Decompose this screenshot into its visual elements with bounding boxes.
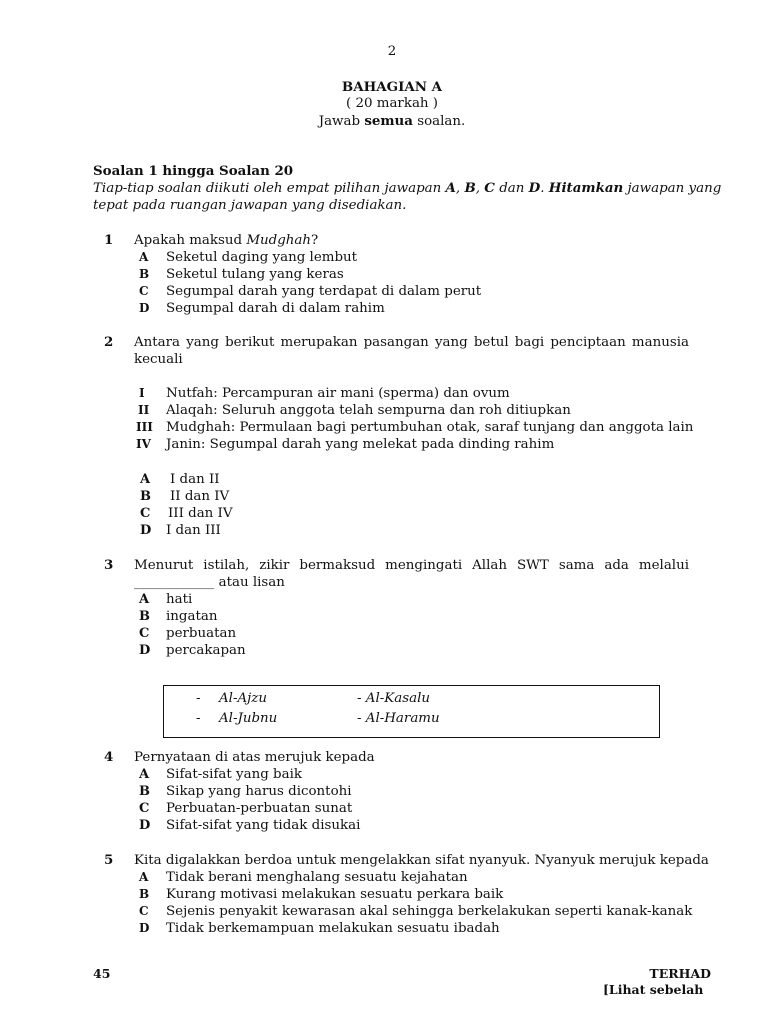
option-label: D xyxy=(139,818,151,833)
term-box xyxy=(163,685,660,738)
term-item: - Al-Haramu xyxy=(357,711,440,726)
section-instruction xyxy=(0,113,768,129)
option-label: A xyxy=(139,767,150,782)
intro-text: Tiap-tiap soalan diikuti oleh empat pilihan jawapan xyxy=(93,181,446,196)
option-text: Segumpal darah yang terdapat di dalam perut xyxy=(166,284,482,299)
option-label: A xyxy=(139,592,150,607)
option-label: B xyxy=(140,489,151,504)
intro-sep: , xyxy=(455,181,465,196)
option-label: B xyxy=(139,609,150,624)
statement-text: Mudghah: Permulaan bagi pertumbuhan otak, saraf tunjang dan anggota lain xyxy=(166,420,694,435)
statement-label: I xyxy=(139,386,145,400)
intro-option-a: A xyxy=(445,180,456,196)
statement-label: II xyxy=(138,403,150,417)
section-title: BAHAGIAN A xyxy=(341,79,443,95)
bullet-dash: - xyxy=(196,691,201,706)
term-item: Al-Jubnu xyxy=(219,711,278,726)
question-stem-cont: ____________ atau lisan xyxy=(134,575,285,590)
option-label: A xyxy=(139,250,149,264)
footer-turn-page: [Lihat sebelah xyxy=(603,982,704,997)
intro-option-c: C xyxy=(484,180,495,196)
option-text: Sifat-sifat yang tidak disukai xyxy=(166,818,361,833)
term-item: - Al-Kasalu xyxy=(357,691,431,706)
option-label: C xyxy=(139,626,150,641)
option-text: II dan IV xyxy=(170,489,230,504)
statement-text: Alaqah: Seluruh anggota telah sempurna dan roh ditiupkan xyxy=(166,403,571,418)
question-number: 1 xyxy=(104,232,114,248)
instruction-text-end: soalan. xyxy=(412,114,466,129)
option-text: ingatan xyxy=(166,609,218,624)
question-number: 2 xyxy=(104,334,114,350)
intro-option-b: B xyxy=(464,180,476,196)
question-number: 3 xyxy=(104,557,114,573)
question-stem: Pernyataan di atas merujuk kepada xyxy=(134,750,375,765)
intro-line-2: tepat pada ruangan jawapan yang disediakan. xyxy=(93,198,407,213)
option-label: B xyxy=(139,887,150,901)
option-text: Segumpal darah di dalam rahim xyxy=(166,301,385,316)
option-text: Kurang motivasi melakukan sesuatu perkara baik xyxy=(166,887,504,902)
intro-text-end: jawapan yang xyxy=(623,181,722,196)
option-label: B xyxy=(139,267,150,281)
option-text: Tidak berkemampuan melakukan sesuatu ibadah xyxy=(166,921,500,936)
stem-term: Mudghah xyxy=(246,233,312,248)
option-label: D xyxy=(139,921,150,935)
question-stem: Antara yang berikut merupakan pasangan yang betul bagi penciptaan manusia xyxy=(134,335,689,350)
bullet-dash: - xyxy=(196,711,201,726)
term-item: Al-Ajzu xyxy=(219,691,267,706)
option-label: D xyxy=(140,523,152,538)
question-number: 4 xyxy=(104,749,114,765)
intro-sep: . xyxy=(540,181,549,196)
instruction-emphasis: semua xyxy=(364,113,413,129)
statement-label: III xyxy=(136,420,153,434)
option-label: C xyxy=(139,284,149,298)
footer-code: 45 xyxy=(93,966,111,981)
option-text: Sifat-sifat yang baik xyxy=(166,767,302,782)
option-text: perbuatan xyxy=(166,626,237,641)
question-stem: Kita digalakkan berdoa untuk mengelakkan sifat nyanyuk. Nyanyuk merujuk kepada xyxy=(134,853,709,868)
intro-sep: , xyxy=(475,181,485,196)
option-text: Tidak berani menghalang sesuatu kejahatan xyxy=(166,870,468,885)
footer-classification: TERHAD xyxy=(649,966,711,981)
question-stem-cont: kecuali xyxy=(134,352,183,367)
option-text: Seketul daging yang lembut xyxy=(166,250,358,265)
option-text: percakapan xyxy=(166,643,246,658)
option-text: I dan III xyxy=(166,523,221,538)
statement-text: Nutfah: Percampuran air mani (sperma) dan ovum xyxy=(166,386,510,401)
stem-text: Apakah maksud xyxy=(134,233,247,248)
option-text: Seketul tulang yang keras xyxy=(166,267,344,282)
section-marks: ( 20 markah ) xyxy=(345,96,439,111)
option-label: D xyxy=(139,301,150,315)
option-label: A xyxy=(139,870,149,884)
option-label: A xyxy=(140,472,151,487)
option-text: I dan II xyxy=(170,472,220,487)
option-label: C xyxy=(140,506,151,521)
intro-line-1 xyxy=(93,180,721,197)
intro-hitamkan: Hitamkan xyxy=(548,180,624,196)
stem-text-end: ? xyxy=(311,233,319,248)
page-number: 2 xyxy=(387,44,397,59)
intro-option-d: D xyxy=(528,180,541,196)
option-text: Perbuatan-perbuatan sunat xyxy=(166,801,353,816)
question-stem: Menurut istilah, zikir bermaksud mengingati Allah SWT sama ada melalui xyxy=(134,558,689,573)
option-text: III dan IV xyxy=(168,506,233,521)
statement-text: Janin: Segumpal darah yang melekat pada dinding rahim xyxy=(166,437,555,452)
question-stem xyxy=(134,232,318,249)
question-number: 5 xyxy=(104,852,114,868)
option-label: D xyxy=(139,643,151,658)
option-label: B xyxy=(139,784,150,799)
intro-sep: dan xyxy=(494,181,529,196)
option-label: C xyxy=(139,801,150,816)
option-label: C xyxy=(139,904,149,918)
instruction-text: Jawab xyxy=(318,114,365,129)
option-text: hati xyxy=(166,592,193,607)
statement-label: IV xyxy=(136,437,151,451)
option-text: Sikap yang harus dicontohi xyxy=(166,784,352,799)
intro-heading: Soalan 1 hingga Soalan 20 xyxy=(93,163,294,179)
option-text: Sejenis penyakit kewarasan akal sehingga berkelakukan seperti kanak-kanak xyxy=(166,904,693,919)
